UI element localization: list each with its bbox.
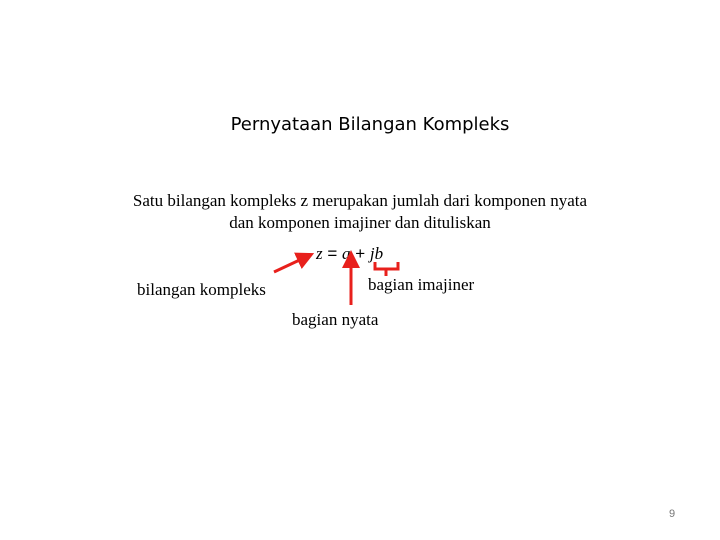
slide-title: Pernyataan Bilangan Kompleks <box>230 114 510 135</box>
formula-plus: + <box>350 244 370 263</box>
arrow-to-z <box>274 257 306 272</box>
formula-a: a <box>342 244 351 263</box>
label-imaginary-part: bagian imajiner <box>368 275 475 294</box>
page-number: 9 <box>668 508 676 520</box>
body-text-line-2: dan komponen imajiner dan dituliskan <box>229 213 491 232</box>
label-complex-number: bilangan kompleks <box>137 280 266 299</box>
formula-jb: jb <box>369 244 384 263</box>
body-text-line-1: Satu bilangan kompleks z merupakan jumlah dari komponen nyata <box>132 191 588 210</box>
formula-equals: = <box>322 244 342 263</box>
complex-number-formula <box>316 242 383 266</box>
label-real-part: bagian nyata <box>292 310 379 329</box>
formula-z: z <box>316 244 323 263</box>
